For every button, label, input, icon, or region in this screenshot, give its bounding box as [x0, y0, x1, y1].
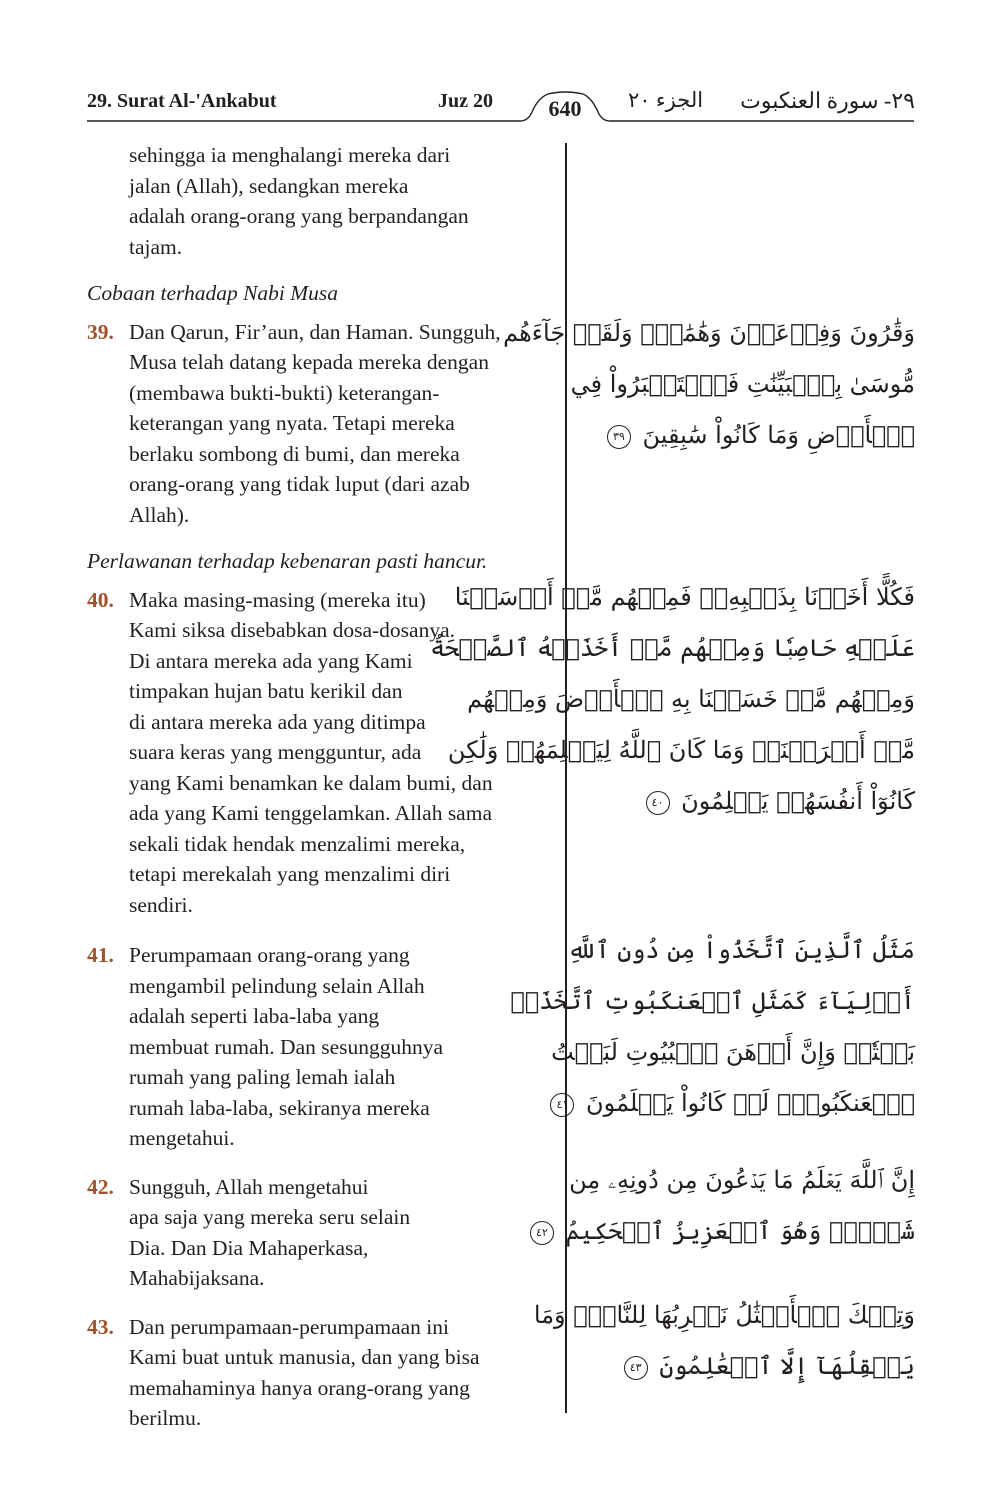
ayah-end-marker-icon: ٣٩ — [607, 425, 631, 449]
arabic-verse-41 — [510, 925, 915, 1129]
arabic-line: بَيۡتٗاۖ وَإِنَّ أَوۡهَنَ ٱلۡبُيُوتِ لَبَيۡتُ — [551, 1038, 915, 1066]
arabic-line — [556, 1078, 915, 1129]
section-heading: Perlawanan terhadap kebenaran pasti hancur. — [87, 549, 488, 573]
page-number: 640 — [548, 96, 582, 121]
arabic-verse-40 — [430, 572, 915, 827]
arabic-text: يَعۡقِلُهَآ إِلَّا ٱلۡعَٰلِمُونَ — [659, 1352, 915, 1380]
arabic-verse-39 — [503, 308, 915, 461]
verse-number: 39. — [87, 319, 114, 344]
verse-43 — [87, 1312, 555, 1434]
verse-number: 42. — [87, 1174, 114, 1199]
arabic-text: ٱلۡعَنكَبُوتِۚ لَوۡ كَانُواْ يَعۡلَمُونَ — [586, 1089, 915, 1117]
verse-translation: Perumpamaan orang-orang yang mengambil pelindung selain Allah adalah seperti laba-laba yang membuat rumah. Dan sesungguhnya rumah yang paling lemah ialah rumah laba-laba, sekiranya mereka mengetahui. — [129, 943, 444, 1150]
juz-label-latin: Juz 20 — [438, 90, 493, 112]
surah-title-latin: 29. Surat Al-'Ankabut — [87, 90, 277, 112]
arabic-line: وَمِنۡهُم مَّنۡ خَسَفۡنَا بِهِ ٱلۡأَرۡضَ وَمِنۡهُم — [467, 685, 915, 713]
arabic-text: شَيۡءٖۚ وَهُوَ ٱلۡعَزِيزُ ٱلۡحَكِيمُ — [565, 1217, 915, 1245]
verse-39 — [87, 317, 555, 531]
verse-translation: Sungguh, Allah mengetahui apa saja yang mereka seru selain Dia. Dan Dia Mahaperkasa, Mahabijaksana. — [129, 1174, 411, 1290]
ayah-end-marker-icon: ٤٠ — [646, 791, 670, 815]
verse-translation: Dan Qarun, Fir’aun, dan Haman. Sungguh, Musa telah datang kepada mereka dengan (membawa bukti-bukti) keterangan- keterangan yang nyata. Tetapi mereka berlaku sombong di bumi, dan mereka orang-orang yang tidak luput (dari azab Allah). — [129, 319, 501, 527]
verse-42 — [87, 1172, 555, 1294]
translation-column — [87, 140, 555, 1450]
arabic-text: كَانُوٓاْ أَنفُسَهُمۡ يَظۡلِمُونَ — [681, 787, 915, 815]
arabic-text: ٱلۡأَرۡضِ وَمَا كَانُواْ سَٰبِقِينَ — [642, 421, 915, 449]
verse-number: 40. — [87, 587, 114, 612]
page-header — [0, 0, 1000, 130]
verse-41 — [87, 940, 555, 1154]
ayah-end-marker-icon: ٤١ — [550, 1093, 574, 1117]
intro-text: sehingga ia menghalangi mereka dari jalan (Allah), sedangkan mereka adalah orang-orang yang berpandangan tajam. — [129, 143, 469, 259]
arabic-line — [536, 1206, 915, 1257]
arabic-line: وَتِلۡكَ ٱلۡأَمۡثَٰلُ نَضۡرِبُهَا لِلنَّاسِۖ وَمَا — [533, 1301, 915, 1329]
ayah-end-marker-icon: ٤٣ — [624, 1356, 648, 1380]
arabic-line — [585, 1341, 915, 1392]
arabic-verse-42 — [536, 1155, 915, 1257]
arabic-line: مَّنۡ أَغۡرَقۡنَاۚ وَمَا كَانَ ٱللَّهُ لِيَظۡلِمَهُمۡ وَلَٰكِن — [447, 736, 915, 764]
section-heading: Cobaan terhadap Nabi Musa — [87, 281, 339, 305]
arabic-line: وَقَٰرُونَ وَفِرۡعَوۡنَ وَهَٰمَٰنَۖ وَلَقَدۡ جَآءَهُم — [503, 319, 915, 347]
arabic-line: فَكُلًّا أَخَذۡنَا بِذَنۢبِهِۦۖ فَمِنۡهُم مَّنۡ أَرۡسَلۡنَا — [454, 583, 915, 611]
arabic-line: أَوۡلِيَآءَ كَمَثَلِ ٱلۡعَنكَبُوتِ ٱتَّخَذَتۡ — [510, 987, 915, 1015]
arabic-line: مُّوسَىٰ بِٱلۡبَيِّنَٰتِ فَٱسۡتَكۡبَرُواْ فِي — [570, 370, 915, 398]
verse-translation: Maka masing-masing (mereka itu) Kami siksa disebabkan dosa-dosanya. Di antara mereka ada yang Kami timpakan hujan batu kerikil dan di antara mereka ada yang ditimpa suara keras yang mengguntur, ada yang Kami benamkan ke dalam bumi, dan ada yang Kami tenggelamkan. Allah sama sekali tidak hendak menzalimi mereka, tetapi merekalah yang menzalimi diri sendiri. — [129, 587, 493, 917]
verse-translation: Dan perumpamaan-perumpamaan ini Kami buat untuk manusia, dan yang bisa memahaminya hanya orang-orang yang berilmu. — [129, 1314, 480, 1430]
verse-number: 43. — [87, 1314, 114, 1339]
arabic-line — [585, 776, 915, 827]
verse-number: 41. — [87, 943, 114, 967]
arabic-line: عَلَيۡهِ حَاصِبٗا وَمِنۡهُم مَّنۡ أَخَذَتۡهُ ٱلصَّيۡحَةُ — [430, 634, 915, 662]
ayah-end-marker-icon: ٤٢ — [530, 1221, 554, 1245]
arabic-line — [585, 410, 915, 461]
surah-title-arabic: ٢٩- سورة العنكبوت — [740, 88, 915, 113]
juz-label-arabic: الجزء ٢٠ — [628, 88, 704, 112]
arabic-verse-43 — [533, 1290, 915, 1392]
arabic-line: إِنَّ ٱللَّهَ يَعۡلَمُ مَا يَدۡعُونَ مِن دُونِهِۦ مِن — [569, 1166, 915, 1194]
arabic-line: مَثَلُ ٱلَّذِينَ ٱتَّخَذُواْ مِن دُونِ ٱللَّهِ — [567, 936, 915, 964]
